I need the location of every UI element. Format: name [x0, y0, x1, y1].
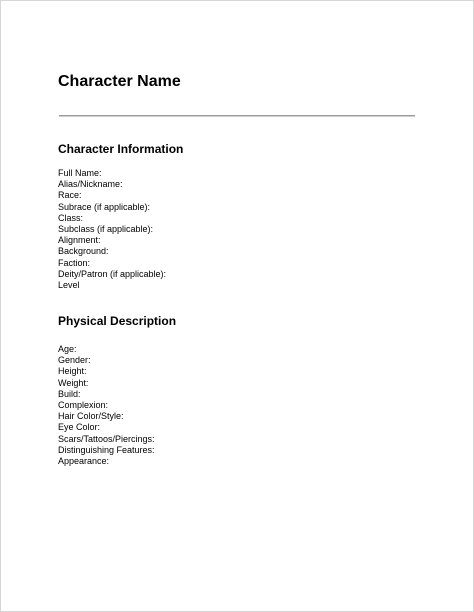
field-subrace[interactable]: Subrace (if applicable):: [58, 201, 151, 212]
field-weight[interactable]: Weight:: [58, 377, 89, 388]
field-height[interactable]: Height:: [58, 366, 87, 377]
field-distinguishing-features[interactable]: Distinguishing Features:: [58, 444, 155, 455]
field-appearance[interactable]: Appearance:: [58, 455, 110, 466]
field-level[interactable]: Level: [58, 279, 80, 290]
physical-description-fields: [58, 344, 155, 467]
character-information-fields: [58, 168, 166, 291]
field-alignment[interactable]: Alignment:: [58, 235, 101, 246]
field-class[interactable]: Class:: [58, 212, 84, 223]
field-background[interactable]: Background:: [58, 246, 109, 257]
field-scars-tattoos-piercings[interactable]: Scars/Tattoos/Piercings:: [58, 433, 155, 444]
field-eye-color[interactable]: Eye Color:: [58, 422, 101, 433]
field-hair-color-style[interactable]: Hair Color/Style:: [58, 411, 124, 422]
physical-description-heading: Physical Description: [58, 314, 177, 328]
character-information-heading: Character Information: [58, 142, 184, 156]
field-subclass[interactable]: Subclass (if applicable):: [58, 223, 154, 234]
field-age[interactable]: Age:: [58, 344, 77, 354]
field-alias-nickname[interactable]: Alias/Nickname:: [58, 179, 123, 190]
character-name-title[interactable]: Character Name: [58, 73, 181, 90]
field-deity-patron[interactable]: Deity/Patron (if applicable):: [58, 268, 167, 279]
field-gender[interactable]: Gender:: [58, 355, 91, 366]
title-underline-divider: [59, 115, 415, 117]
field-full-name[interactable]: Full Name:: [58, 168, 102, 178]
field-complexion[interactable]: Complexion:: [58, 399, 109, 410]
field-race[interactable]: Race:: [58, 190, 82, 201]
field-faction[interactable]: Faction:: [58, 257, 91, 268]
field-build[interactable]: Build:: [58, 388, 81, 399]
